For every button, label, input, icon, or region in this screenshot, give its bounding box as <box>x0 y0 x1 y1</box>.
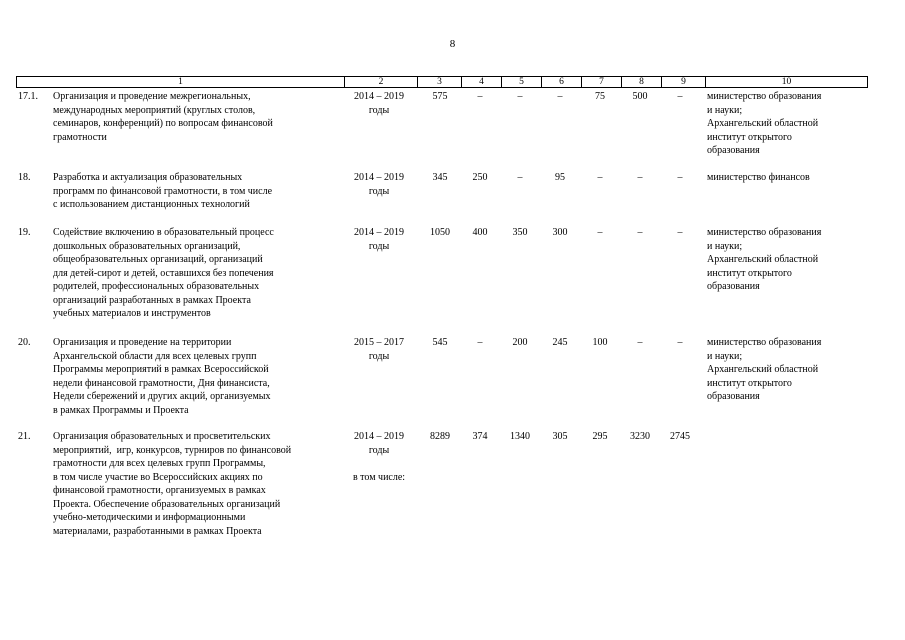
value-col-9-line: – <box>677 227 683 238</box>
header-col-3: 3 <box>417 77 461 87</box>
responsible-line: министерство финансов <box>707 172 810 183</box>
responsible-line: и науки; <box>707 104 743 116</box>
value-col-9 <box>660 226 700 240</box>
responsible-line: и науки; <box>707 350 743 362</box>
header-col-5: 5 <box>501 77 541 87</box>
period-line: годы <box>368 104 390 116</box>
responsible <box>707 226 867 294</box>
value-col-6-line: 245 <box>552 337 568 348</box>
activity-name <box>53 430 343 538</box>
row-number-line: 20. <box>18 337 31 348</box>
activity-name-line: Организация и проведение на территории <box>53 337 232 348</box>
activity-name <box>53 226 343 321</box>
activity-name <box>53 171 343 212</box>
header-col-6: 6 <box>541 77 581 87</box>
value-col-9 <box>660 336 700 350</box>
activity-name-line: родителей, профессиональных образовательных <box>53 281 260 292</box>
value-col-8-line: – <box>637 172 643 183</box>
value-col-8 <box>620 336 660 350</box>
activity-name-line: мероприятий, игр, конкурсов, турниров по финансовой <box>53 444 292 456</box>
period-line: годы <box>368 350 390 362</box>
activity-name-line: учебных материалов и инструментов <box>53 308 211 319</box>
value-col-7 <box>580 90 620 104</box>
value-col-3 <box>420 336 460 350</box>
value-col-5 <box>500 336 540 350</box>
value-col-6 <box>540 171 580 185</box>
activity-name-line: Недели сбережений и других акций, организуемых <box>53 391 271 402</box>
responsible-line: образования <box>707 145 760 156</box>
value-col-3-line: 575 <box>432 91 448 102</box>
responsible-line: институт открытого <box>707 377 792 389</box>
value-col-3-line: 1050 <box>430 227 450 238</box>
value-col-7-line: – <box>597 227 603 238</box>
header-col-1: 1 <box>178 77 183 87</box>
period <box>344 171 414 198</box>
period <box>344 336 414 363</box>
value-col-8 <box>620 430 660 444</box>
value-col-7-line: 75 <box>595 91 605 102</box>
value-col-3-line: 545 <box>432 337 448 348</box>
row-number-line: 17.1. <box>18 91 38 102</box>
header-col-2: 2 <box>344 77 417 87</box>
activity-name-line: недели финансовой грамотности, Дня финансиста, <box>53 377 270 389</box>
header-col-9: 9 <box>661 77 705 87</box>
value-col-4-line: – <box>477 91 483 102</box>
responsible-line: Архангельский областной <box>707 254 819 265</box>
activity-name-line: Проекта. Обеспечение образовательных организаций <box>53 498 281 510</box>
responsible-line: образования <box>707 281 760 292</box>
row-number <box>18 336 48 350</box>
responsible-line: институт открытого <box>707 131 792 143</box>
period-line: 2014 – 2019 <box>354 172 404 183</box>
value-col-6-line: 305 <box>552 431 568 442</box>
activity-name-line: организаций разработанных в рамках Проекта <box>53 294 251 306</box>
value-col-4 <box>460 336 500 350</box>
table-header <box>16 76 868 88</box>
value-col-5-line: – <box>517 91 523 102</box>
value-col-6-line: – <box>557 91 563 102</box>
period-line: 2015 – 2017 <box>354 337 404 348</box>
activity-name-line: Организация и проведение межрегиональных, <box>53 91 251 102</box>
responsible-line: образования <box>707 391 760 402</box>
responsible-line: Архангельский областной <box>707 364 819 375</box>
value-col-6 <box>540 90 580 104</box>
value-col-5-line: – <box>517 172 523 183</box>
value-col-5 <box>500 430 540 444</box>
value-col-7 <box>580 171 620 185</box>
value-col-7-line: 100 <box>592 337 608 348</box>
activity-name-line: грамотности <box>53 131 107 143</box>
value-col-8-line: – <box>637 337 643 348</box>
activity-name-line: семинаров, конференций) по вопросам финансовой <box>53 118 273 129</box>
value-col-5-line: 350 <box>512 227 528 238</box>
value-col-6 <box>540 430 580 444</box>
header-col-4: 4 <box>461 77 501 87</box>
activity-name <box>53 336 343 417</box>
header-col-10: 10 <box>705 77 867 87</box>
responsible <box>707 90 867 158</box>
activity-name-line: Организация образовательных и просветительских <box>53 431 271 442</box>
value-col-6-line: 300 <box>552 227 568 238</box>
value-col-5 <box>500 90 540 104</box>
period-line: 2014 – 2019 <box>354 227 404 238</box>
value-col-3 <box>420 90 460 104</box>
value-col-6 <box>540 226 580 240</box>
period-line: 2014 – 2019 <box>354 431 404 442</box>
page-number: 8 <box>449 38 456 50</box>
value-col-9-line: – <box>677 91 683 102</box>
activity-name-line: финансовой грамотности, организуемых в рамках <box>53 485 266 496</box>
value-col-3 <box>420 171 460 185</box>
responsible-line: министерство образования <box>707 91 822 102</box>
activity-name-line: Содействие включению в образовательный процесс <box>53 227 274 238</box>
responsible-line: и науки; <box>707 240 743 252</box>
activity-name-line: в том числе участие во Всероссийских акциях по <box>53 471 263 483</box>
responsible-line: Архангельский областной <box>707 118 819 129</box>
row-number <box>18 430 48 444</box>
value-col-6-line: 95 <box>555 172 565 183</box>
activity-name-line: Архангельской области для всех целевых групп <box>53 350 257 362</box>
row-number-line: 21. <box>18 431 31 442</box>
value-col-9 <box>660 430 700 444</box>
activity-name-line: международных мероприятий (круглых столов, <box>53 104 256 116</box>
value-col-8-line: 500 <box>632 91 648 102</box>
value-col-7-line: 295 <box>592 431 608 442</box>
period-line: годы <box>368 185 390 197</box>
value-col-8 <box>620 171 660 185</box>
value-col-7-line: – <box>597 172 603 183</box>
value-col-9-line: 2745 <box>670 431 690 442</box>
row-number-line: 18. <box>18 172 31 183</box>
period-line: в том числе: <box>352 471 406 483</box>
value-col-4 <box>460 90 500 104</box>
value-col-6 <box>540 336 580 350</box>
responsible <box>707 336 867 404</box>
value-col-3-line: 8289 <box>430 431 450 442</box>
value-col-4 <box>460 171 500 185</box>
value-col-8 <box>620 90 660 104</box>
value-col-4-line: 250 <box>472 172 488 183</box>
activity-name <box>53 90 343 144</box>
period <box>344 430 414 484</box>
value-col-7 <box>580 336 620 350</box>
value-col-5-line: 200 <box>512 337 528 348</box>
value-col-4-line: – <box>477 337 483 348</box>
activity-name-line: грамотности для всех целевых групп Программы, <box>53 458 266 469</box>
value-col-8 <box>620 226 660 240</box>
header-col-7: 7 <box>581 77 621 87</box>
value-col-3-line: 345 <box>432 172 448 183</box>
period-line <box>344 457 414 471</box>
value-col-4-line: 400 <box>472 227 488 238</box>
activity-name-line: для детей-сирот и детей, оставшихся без попечения <box>53 267 274 279</box>
value-col-5-line: 1340 <box>510 431 530 442</box>
activity-name-line: общеобразовательных организаций, организаций <box>53 254 263 265</box>
responsible-line: институт открытого <box>707 267 792 279</box>
value-col-8-line: 3230 <box>630 431 650 442</box>
period <box>344 90 414 117</box>
value-col-9 <box>660 171 700 185</box>
activity-name-line: дошкольных образовательных организаций, <box>53 240 241 252</box>
row-number <box>18 171 48 185</box>
activity-name-line: программ по финансовой грамотности, в том числе <box>53 185 273 197</box>
value-col-7 <box>580 226 620 240</box>
row-number <box>18 226 48 240</box>
value-col-9-line: – <box>677 172 683 183</box>
row-number-line: 19. <box>18 227 31 238</box>
activity-name-line: материалами, разработанными в рамках Проекта <box>53 525 262 537</box>
value-col-9-line: – <box>677 337 683 348</box>
value-col-5 <box>500 171 540 185</box>
responsible <box>707 171 867 185</box>
activity-name-line: учебно-методическими и информационными <box>53 512 246 523</box>
activity-name-line: с использованием дистанционных технологий <box>53 199 250 210</box>
activity-name-line: в рамках Программы и Проекта <box>53 404 189 416</box>
responsible-line: министерство образования <box>707 227 822 238</box>
activity-name-line: Программы мероприятий в рамках Всероссийской <box>53 364 269 375</box>
period-line: 2014 – 2019 <box>354 91 404 102</box>
value-col-5 <box>500 226 540 240</box>
period-line: годы <box>368 240 390 252</box>
period-line: годы <box>368 444 390 456</box>
value-col-4 <box>460 430 500 444</box>
value-col-4-line: 374 <box>472 431 488 442</box>
value-col-3 <box>420 226 460 240</box>
period <box>344 226 414 253</box>
row-number <box>18 90 48 104</box>
value-col-3 <box>420 430 460 444</box>
value-col-4 <box>460 226 500 240</box>
activity-name-line: Разработка и актуализация образовательных <box>53 172 243 183</box>
value-col-9 <box>660 90 700 104</box>
value-col-8-line: – <box>637 227 643 238</box>
responsible-line: министерство образования <box>707 337 822 348</box>
value-col-7 <box>580 430 620 444</box>
header-col-8: 8 <box>621 77 661 87</box>
